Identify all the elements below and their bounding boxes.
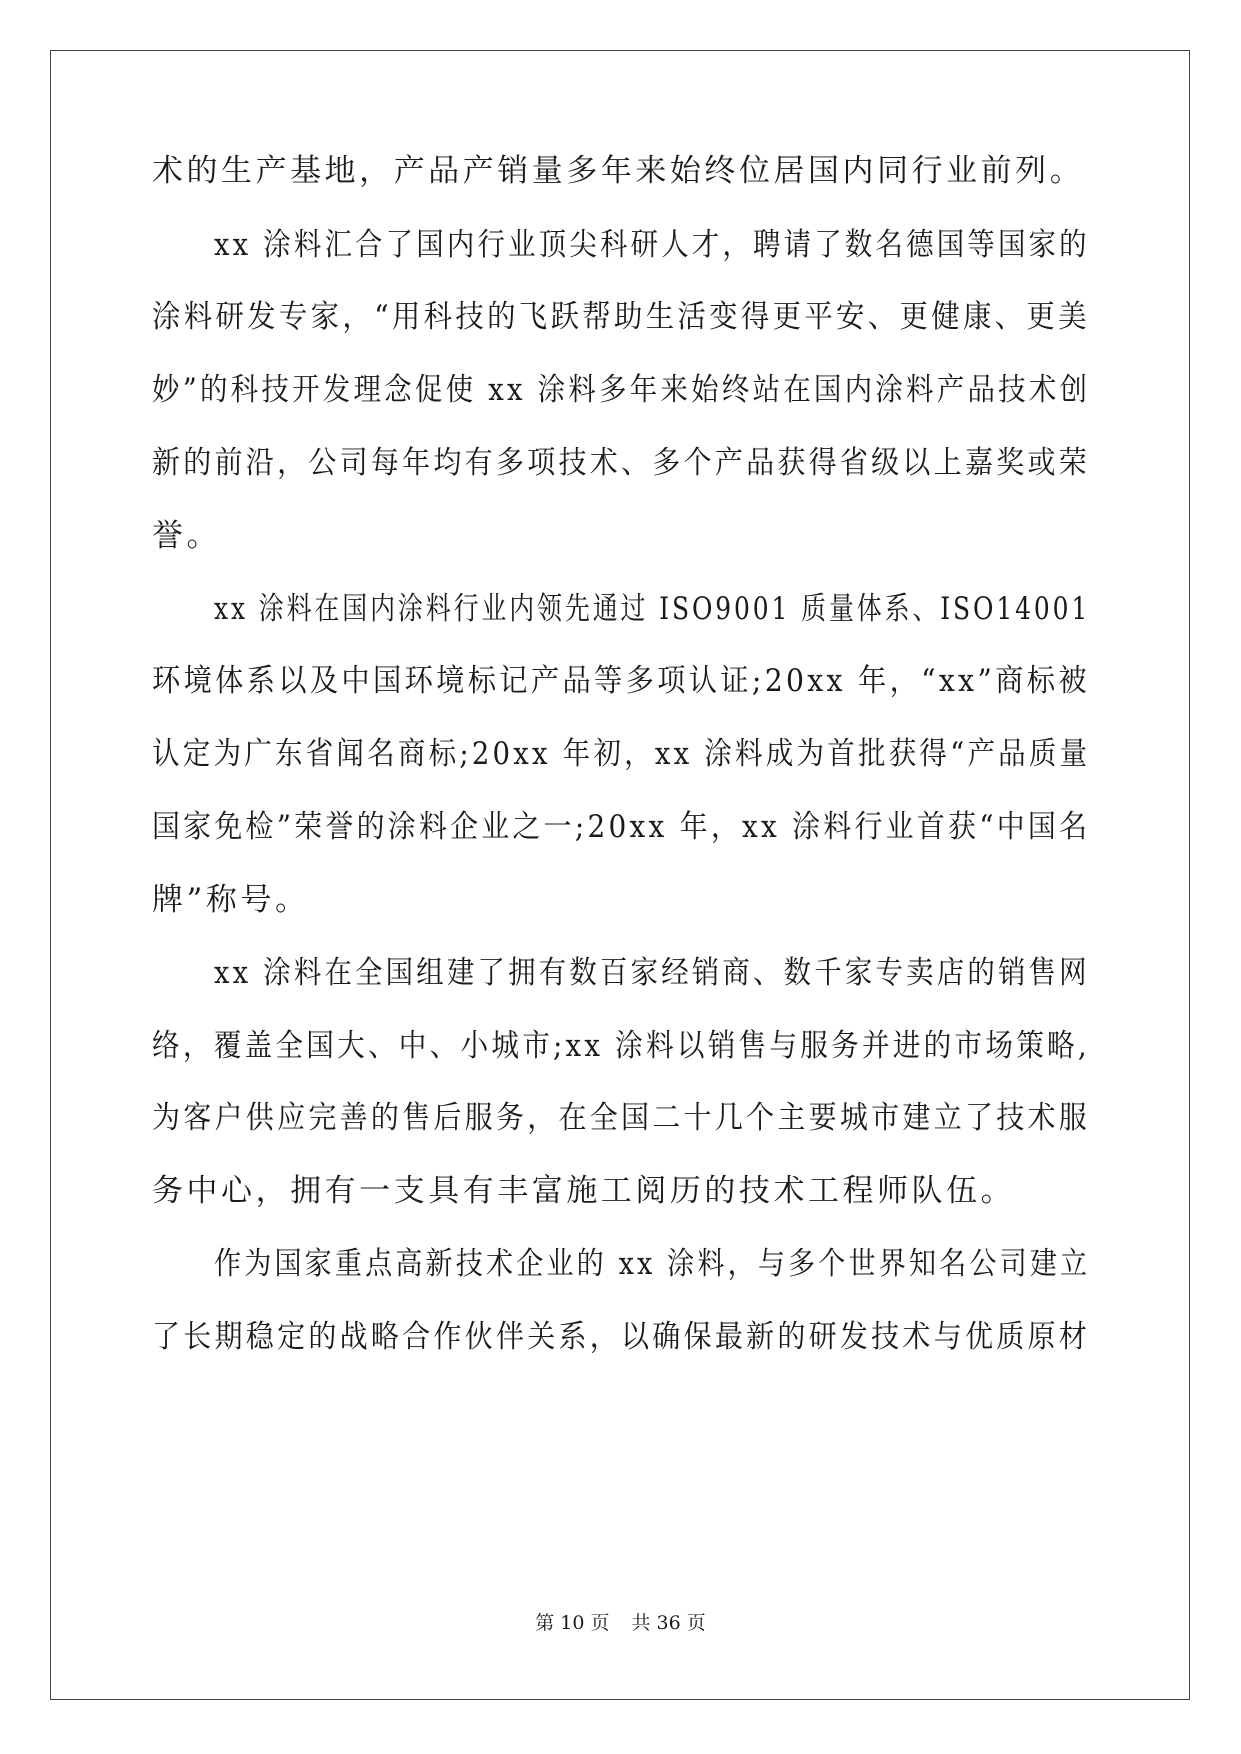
- text-line-10: 国家免检”荣誉的涂料企业之一;20xx 年，xx 涂料行业首获“中国名: [152, 809, 1091, 845]
- text-line-2: xx 涂料汇合了国内行业顶尖科研人才，聘请了数名德国等国家的: [214, 227, 1090, 263]
- text-line-5: 新的前沿，公司每年均有多项技术、多个产品获得省级以上嘉奖或荣: [152, 445, 1091, 481]
- text-line-4: 妙”的科技开发理念促使 xx 涂料多年来始终站在国内涂料产品技术创: [152, 372, 1091, 408]
- text-line-6: 誉。: [152, 518, 222, 554]
- text-line-9: 认定为广东省闻名商标;20xx 年初，xx 涂料成为首批获得“产品质量: [152, 736, 1091, 772]
- text-line-17: 了长期稳定的战略合作伙伴关系，以确保最新的研发技术与优质原材: [152, 1319, 1091, 1355]
- text-line-14: 为客户供应完善的售后服务，在全国二十几个主要城市建立了技术服: [152, 1100, 1091, 1136]
- text-line-16: 作为国家重点高新技术企业的 xx 涂料，与多个世界知名公司建立: [214, 1246, 1091, 1282]
- page-footer: [0, 1608, 1241, 1635]
- page-total: 共 36 页: [631, 1612, 706, 1634]
- text-line-12: xx 涂料在全国组建了拥有数百家经销商、数千家专卖店的销售网: [214, 955, 1090, 991]
- text-line-7: xx 涂料在国内涂料行业内领先通过 ISO9001 质量体系、ISO14001: [214, 591, 1091, 627]
- text-line-11: 牌”称号。: [152, 882, 310, 918]
- text-line-3: 涂料研发专家，“用科技的飞跃帮助生活变得更平安、更健康、更美: [152, 299, 1090, 335]
- text-line-13: 络，覆盖全国大、中、小城市;xx 涂料以销售与服务并进的市场策略,: [152, 1028, 1090, 1064]
- page-number: 第 10 页: [535, 1612, 610, 1634]
- text-line-1: 术的生产基地，产品产销量多年来始终位居国内同行业前列。: [152, 153, 1085, 189]
- text-line-8: 环境体系以及中国环境标记产品等多项认证;20xx 年，“xx”商标被: [152, 663, 1090, 699]
- text-line-15: 务中心，拥有一支具有丰富施工阅历的技术工程师队伍。: [152, 1173, 1016, 1209]
